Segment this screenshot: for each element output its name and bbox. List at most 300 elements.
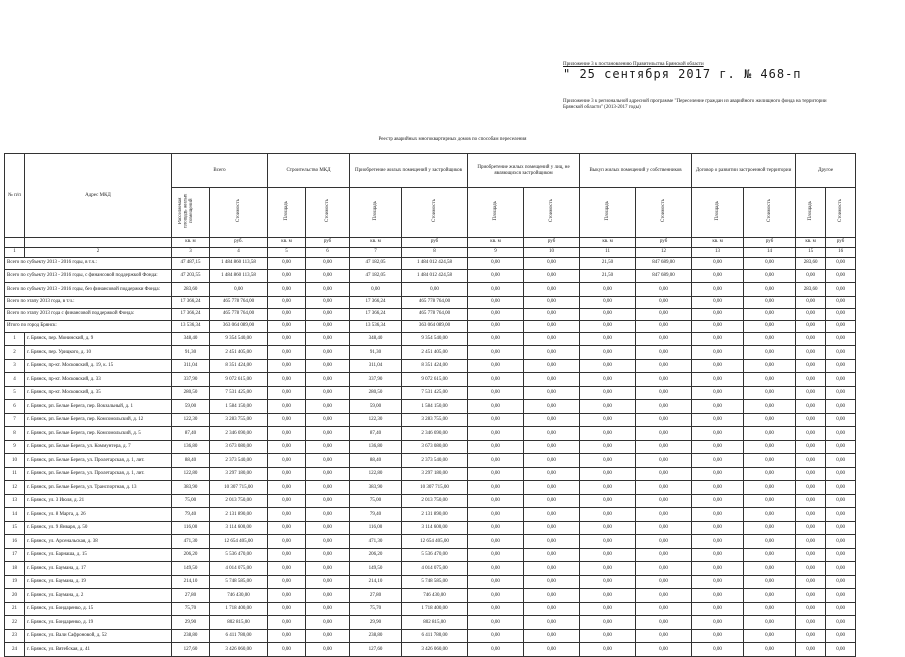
row-zero-cell: 0,00 bbox=[826, 332, 856, 346]
row-address: г. Брянск, пр-кт. Московский, д. 35 bbox=[25, 386, 172, 400]
summary-row bbox=[5, 308, 856, 320]
row-address: г. Брянск, ул. Бауманa, д. 19 bbox=[25, 575, 172, 589]
summary-value-cell: 0,00 bbox=[692, 308, 744, 320]
registry-table bbox=[4, 153, 856, 657]
row-zero-cell: 0,00 bbox=[524, 332, 580, 346]
summary-row bbox=[5, 283, 856, 297]
row-area-total: 87,40 bbox=[172, 427, 210, 441]
row-zero-cell: 0,00 bbox=[636, 508, 692, 522]
summary-value-cell: 0,00 bbox=[524, 320, 580, 332]
row-construction-cost: 0,00 bbox=[306, 467, 350, 481]
row-zero-cell: 0,00 bbox=[744, 332, 796, 346]
summary-value-cell: 0,00 bbox=[268, 320, 306, 332]
units-row bbox=[5, 237, 856, 247]
summary-value-cell: 847 689,00 bbox=[636, 269, 692, 283]
row-zero-cell: 0,00 bbox=[636, 562, 692, 576]
row-area-total: 79,40 bbox=[172, 508, 210, 522]
row-zero-cell: 0,00 bbox=[468, 521, 524, 535]
row-construction-cost: 0,00 bbox=[306, 521, 350, 535]
row-construction-cost: 0,00 bbox=[306, 454, 350, 468]
row-zero-cell: 0,00 bbox=[636, 616, 692, 630]
row-number: 6 bbox=[5, 400, 25, 414]
row-zero-cell: 0,00 bbox=[468, 400, 524, 414]
row-zero-cell: 0,00 bbox=[580, 494, 636, 508]
summary-value-cell: 0,00 bbox=[468, 308, 524, 320]
row-zero-cell: 0,00 bbox=[826, 562, 856, 576]
program-appendix-line-2: Брянской области" (2013-2017 годы) bbox=[563, 105, 641, 110]
row-zero-cell: 0,00 bbox=[524, 440, 580, 454]
row-zero-cell: 0,00 bbox=[524, 400, 580, 414]
row-zero-cell: 0,00 bbox=[826, 359, 856, 373]
row-construction-cost: 0,00 bbox=[306, 508, 350, 522]
summary-label: Всего по этапу 2013 года, в т.ч.: bbox=[5, 296, 172, 308]
column-number-cell: 9 bbox=[468, 247, 524, 257]
row-zero-cell: 0,00 bbox=[744, 548, 796, 562]
row-developer-area: 136,80 bbox=[350, 440, 402, 454]
row-developer-area: 87,40 bbox=[350, 427, 402, 441]
row-address: г. Брянск, ул. Бондаренко, д. 19 bbox=[25, 616, 172, 630]
row-construction-area: 0,00 bbox=[268, 400, 306, 414]
row-zero-cell: 0,00 bbox=[524, 535, 580, 549]
row-area-total: 206,20 bbox=[172, 548, 210, 562]
row-developer-area: 79,40 bbox=[350, 508, 402, 522]
row-zero-cell: 0,00 bbox=[524, 413, 580, 427]
row-developer-area: 348,40 bbox=[350, 332, 402, 346]
summary-value-cell: 847 689,00 bbox=[636, 257, 692, 269]
summary-value-cell: 0,00 bbox=[350, 283, 402, 297]
row-construction-cost: 0,00 bbox=[306, 535, 350, 549]
row-zero-cell: 0,00 bbox=[744, 494, 796, 508]
row-zero-cell: 0,00 bbox=[744, 346, 796, 360]
row-zero-cell: 0,00 bbox=[826, 413, 856, 427]
row-zero-cell: 0,00 bbox=[636, 643, 692, 657]
row-zero-cell: 0,00 bbox=[468, 359, 524, 373]
row-cost-total: 9 354 540,00 bbox=[210, 332, 268, 346]
row-zero-cell: 0,00 bbox=[524, 359, 580, 373]
summary-value-cell: 0,00 bbox=[306, 257, 350, 269]
row-developer-area: 337,90 bbox=[350, 373, 402, 387]
row-construction-area: 0,00 bbox=[268, 589, 306, 603]
col-address-header: Адрес МКД bbox=[25, 154, 172, 238]
table-row bbox=[5, 562, 856, 576]
row-zero-cell: 0,00 bbox=[796, 494, 826, 508]
row-zero-cell: 0,00 bbox=[826, 373, 856, 387]
row-address: г. Брянск, ул. Вали Сафроновой, д. 52 bbox=[25, 629, 172, 643]
row-developer-cost: 746 430,00 bbox=[402, 589, 468, 603]
summary-value-cell: 0,00 bbox=[636, 283, 692, 297]
row-zero-cell: 0,00 bbox=[636, 427, 692, 441]
row-area-total: 127,60 bbox=[172, 643, 210, 657]
summary-value-cell: 363 064 089,00 bbox=[402, 320, 468, 332]
row-zero-cell: 0,00 bbox=[692, 616, 744, 630]
row-area-total: 311,04 bbox=[172, 359, 210, 373]
row-construction-cost: 0,00 bbox=[306, 400, 350, 414]
summary-value-cell: 0,00 bbox=[692, 320, 744, 332]
summary-value-cell: 0,00 bbox=[796, 269, 826, 283]
row-zero-cell: 0,00 bbox=[744, 386, 796, 400]
row-zero-cell: 0,00 bbox=[580, 359, 636, 373]
row-zero-cell: 0,00 bbox=[524, 454, 580, 468]
row-zero-cell: 0,00 bbox=[580, 548, 636, 562]
row-address: г. Брянск, пер. Монинский, д. 9 bbox=[25, 332, 172, 346]
row-zero-cell: 0,00 bbox=[796, 548, 826, 562]
summary-value-cell: 17 366,24 bbox=[350, 308, 402, 320]
row-number: 21 bbox=[5, 602, 25, 616]
summary-value-cell: 0,00 bbox=[744, 283, 796, 297]
row-zero-cell: 0,00 bbox=[826, 575, 856, 589]
summary-value-cell: 0,00 bbox=[796, 296, 826, 308]
column-number-cell: 13 bbox=[692, 247, 744, 257]
row-zero-cell: 0,00 bbox=[692, 440, 744, 454]
column-number-cell: 15 bbox=[796, 247, 826, 257]
table-row bbox=[5, 400, 856, 414]
summary-value-cell: 0,00 bbox=[306, 308, 350, 320]
row-area-total: 471,30 bbox=[172, 535, 210, 549]
unit-cell: кв. м bbox=[796, 237, 826, 247]
table-row bbox=[5, 535, 856, 549]
row-cost-total: 3 283 755,00 bbox=[210, 413, 268, 427]
row-zero-cell: 0,00 bbox=[796, 629, 826, 643]
summary-value-cell: 0,00 bbox=[744, 308, 796, 320]
row-zero-cell: 0,00 bbox=[744, 427, 796, 441]
row-zero-cell: 0,00 bbox=[744, 413, 796, 427]
row-zero-cell: 0,00 bbox=[468, 548, 524, 562]
table-row bbox=[5, 427, 856, 441]
row-zero-cell: 0,00 bbox=[580, 346, 636, 360]
row-zero-cell: 0,00 bbox=[796, 575, 826, 589]
row-zero-cell: 0,00 bbox=[636, 467, 692, 481]
row-zero-cell: 0,00 bbox=[468, 332, 524, 346]
table-row bbox=[5, 332, 856, 346]
row-zero-cell: 0,00 bbox=[744, 508, 796, 522]
sub-header-area: Площадь bbox=[580, 188, 636, 238]
row-construction-cost: 0,00 bbox=[306, 602, 350, 616]
summary-label: Всего по этапу 2013 года с финансовой поддержкой Фонда: bbox=[5, 308, 172, 320]
row-number: 7 bbox=[5, 413, 25, 427]
row-developer-cost: 9 072 615,00 bbox=[402, 373, 468, 387]
summary-value-cell: 0,00 bbox=[636, 320, 692, 332]
row-zero-cell: 0,00 bbox=[692, 602, 744, 616]
row-number: 23 bbox=[5, 629, 25, 643]
row-area-total: 337,90 bbox=[172, 373, 210, 387]
summary-value-cell: 0,00 bbox=[796, 308, 826, 320]
row-cost-total: 5 748 585,00 bbox=[210, 575, 268, 589]
row-zero-cell: 0,00 bbox=[796, 467, 826, 481]
row-address: г. Брянск, пр-кт. Московский, д. 33 bbox=[25, 373, 172, 387]
row-cost-total: 3 673 080,00 bbox=[210, 440, 268, 454]
row-zero-cell: 0,00 bbox=[468, 602, 524, 616]
row-address: г. Брянск, рп. Белые Берега, пер. Комсомольский, д. 5 bbox=[25, 427, 172, 441]
summary-row bbox=[5, 257, 856, 269]
unit-cell: кв. м bbox=[350, 237, 402, 247]
row-cost-total: 9 072 615,00 bbox=[210, 373, 268, 387]
row-zero-cell: 0,00 bbox=[636, 602, 692, 616]
summary-value-cell: 0,00 bbox=[268, 296, 306, 308]
row-zero-cell: 0,00 bbox=[692, 548, 744, 562]
row-number: 11 bbox=[5, 467, 25, 481]
row-zero-cell: 0,00 bbox=[692, 494, 744, 508]
sub-header-cost-total: Стоимость bbox=[210, 188, 268, 238]
row-zero-cell: 0,00 bbox=[636, 629, 692, 643]
row-number: 12 bbox=[5, 481, 25, 495]
summary-value-cell: 465 778 764,00 bbox=[402, 308, 468, 320]
row-zero-cell: 0,00 bbox=[468, 346, 524, 360]
row-address: г. Брянск, ул. Бауманa, д. 17 bbox=[25, 562, 172, 576]
row-developer-area: 75,00 bbox=[350, 494, 402, 508]
row-cost-total: 3 426 060,00 bbox=[210, 643, 268, 657]
row-cost-total: 3 114 600,00 bbox=[210, 521, 268, 535]
row-zero-cell: 0,00 bbox=[580, 562, 636, 576]
column-number-cell: 6 bbox=[306, 247, 350, 257]
row-developer-cost: 1 718 400,00 bbox=[402, 602, 468, 616]
row-area-total: 91,30 bbox=[172, 346, 210, 360]
summary-value-cell: 0,00 bbox=[524, 308, 580, 320]
row-zero-cell: 0,00 bbox=[636, 413, 692, 427]
row-number: 22 bbox=[5, 616, 25, 630]
row-zero-cell: 0,00 bbox=[468, 454, 524, 468]
row-construction-area: 0,00 bbox=[268, 332, 306, 346]
row-zero-cell: 0,00 bbox=[744, 616, 796, 630]
row-zero-cell: 0,00 bbox=[796, 440, 826, 454]
row-developer-area: 471,30 bbox=[350, 535, 402, 549]
column-number-cell: 11 bbox=[580, 247, 636, 257]
row-zero-cell: 0,00 bbox=[826, 548, 856, 562]
unit-cell: руб bbox=[524, 237, 580, 247]
row-construction-area: 0,00 bbox=[268, 602, 306, 616]
row-construction-area: 0,00 bbox=[268, 386, 306, 400]
row-construction-area: 0,00 bbox=[268, 494, 306, 508]
summary-value-cell: 0,00 bbox=[826, 296, 856, 308]
summary-label: Всего по субъекту 2013 - 2016 годы, в т.ч.: bbox=[5, 257, 172, 269]
row-construction-cost: 0,00 bbox=[306, 440, 350, 454]
row-address: г. Брянск, ул. 8 Марта, д. 26 bbox=[25, 508, 172, 522]
appendix-heading: Приложение 3 к постановлению Правительства Брянской области bbox=[563, 62, 704, 67]
row-zero-cell: 0,00 bbox=[524, 481, 580, 495]
summary-value-cell: 0,00 bbox=[580, 296, 636, 308]
table-row bbox=[5, 548, 856, 562]
row-developer-cost: 3 426 060,00 bbox=[402, 643, 468, 657]
row-construction-cost: 0,00 bbox=[306, 413, 350, 427]
summary-value-cell: 283,60 bbox=[796, 257, 826, 269]
unit-cell: кв. м bbox=[172, 237, 210, 247]
row-zero-cell: 0,00 bbox=[636, 359, 692, 373]
summary-value-cell: 0,00 bbox=[826, 283, 856, 297]
row-address: г. Брянск, рп. Белые Берега, ул. Транспортная, д. 13 bbox=[25, 481, 172, 495]
column-number-cell: 12 bbox=[636, 247, 692, 257]
table-row bbox=[5, 589, 856, 603]
summary-value-cell: 0,00 bbox=[826, 257, 856, 269]
summary-value-cell: 0,00 bbox=[268, 269, 306, 283]
row-zero-cell: 0,00 bbox=[744, 602, 796, 616]
row-zero-cell: 0,00 bbox=[826, 440, 856, 454]
row-developer-cost: 2 013 750,00 bbox=[402, 494, 468, 508]
row-zero-cell: 0,00 bbox=[744, 373, 796, 387]
summary-value-cell: 0,00 bbox=[268, 283, 306, 297]
group-construction-header: Строительство МКД bbox=[268, 154, 350, 188]
row-zero-cell: 0,00 bbox=[796, 346, 826, 360]
row-zero-cell: 0,00 bbox=[524, 575, 580, 589]
row-address: г. Брянск, ул. Вятебская, д. 41 bbox=[25, 643, 172, 657]
row-cost-total: 2 346 690,00 bbox=[210, 427, 268, 441]
row-number: 8 bbox=[5, 427, 25, 441]
column-number-cell: 1 bbox=[5, 247, 25, 257]
table-row bbox=[5, 494, 856, 508]
row-zero-cell: 0,00 bbox=[744, 440, 796, 454]
row-zero-cell: 0,00 bbox=[468, 643, 524, 657]
row-construction-cost: 0,00 bbox=[306, 562, 350, 576]
row-zero-cell: 0,00 bbox=[692, 521, 744, 535]
summary-value-cell: 465 778 764,00 bbox=[402, 296, 468, 308]
row-zero-cell: 0,00 bbox=[796, 427, 826, 441]
summary-value-cell: 0,00 bbox=[826, 308, 856, 320]
row-address: г. Брянск, ул. 3 Июля, д. 21 bbox=[25, 494, 172, 508]
row-zero-cell: 0,00 bbox=[524, 629, 580, 643]
row-cost-total: 4 014 075,00 bbox=[210, 562, 268, 576]
row-zero-cell: 0,00 bbox=[468, 535, 524, 549]
row-construction-area: 0,00 bbox=[268, 643, 306, 657]
row-zero-cell: 0,00 bbox=[744, 481, 796, 495]
summary-value-cell: 21,50 bbox=[580, 269, 636, 283]
row-developer-cost: 2 131 890,00 bbox=[402, 508, 468, 522]
row-developer-area: 238,80 bbox=[350, 629, 402, 643]
row-zero-cell: 0,00 bbox=[636, 481, 692, 495]
table-row bbox=[5, 386, 856, 400]
row-developer-cost: 1 584 150,00 bbox=[402, 400, 468, 414]
summary-label: Всего по субъекту 2013 - 2016 годы, без финансовой поддержки Фонда: bbox=[5, 283, 172, 297]
row-zero-cell: 0,00 bbox=[636, 400, 692, 414]
row-number: 13 bbox=[5, 494, 25, 508]
row-zero-cell: 0,00 bbox=[524, 494, 580, 508]
row-construction-area: 0,00 bbox=[268, 548, 306, 562]
registry-body bbox=[5, 257, 856, 656]
sub-header-area: Площадь bbox=[350, 188, 402, 238]
row-address: г. Брянск, пер. Урицкого, д. 10 bbox=[25, 346, 172, 360]
row-developer-area: 91,30 bbox=[350, 346, 402, 360]
summary-value-cell: 0,00 bbox=[692, 296, 744, 308]
row-zero-cell: 0,00 bbox=[524, 346, 580, 360]
summary-value-cell: 0,00 bbox=[692, 283, 744, 297]
row-construction-cost: 0,00 bbox=[306, 616, 350, 630]
row-zero-cell: 0,00 bbox=[636, 454, 692, 468]
row-zero-cell: 0,00 bbox=[796, 508, 826, 522]
row-area-total: 75,70 bbox=[172, 602, 210, 616]
row-zero-cell: 0,00 bbox=[692, 386, 744, 400]
row-address: г. Брянск, ул. Барнаша, д. 15 bbox=[25, 548, 172, 562]
column-number-cell: 7 bbox=[350, 247, 402, 257]
row-zero-cell: 0,00 bbox=[468, 413, 524, 427]
row-number: 20 bbox=[5, 589, 25, 603]
row-construction-cost: 0,00 bbox=[306, 359, 350, 373]
row-developer-area: 75,70 bbox=[350, 602, 402, 616]
row-number: 15 bbox=[5, 521, 25, 535]
sub-header-cost: Стоимость bbox=[524, 188, 580, 238]
summary-value-cell: 0,00 bbox=[692, 269, 744, 283]
row-area-total: 116,00 bbox=[172, 521, 210, 535]
summary-value-cell: 0,00 bbox=[268, 308, 306, 320]
row-address: г. Брянск, рп. Белые Берега, пер. Комсомольский, д. 12 bbox=[25, 413, 172, 427]
row-developer-area: 206,20 bbox=[350, 548, 402, 562]
row-zero-cell: 0,00 bbox=[692, 629, 744, 643]
row-zero-cell: 0,00 bbox=[524, 562, 580, 576]
row-zero-cell: 0,00 bbox=[796, 373, 826, 387]
row-zero-cell: 0,00 bbox=[580, 602, 636, 616]
row-zero-cell: 0,00 bbox=[636, 386, 692, 400]
row-construction-area: 0,00 bbox=[268, 521, 306, 535]
group-other-header: Другое bbox=[796, 154, 856, 188]
row-developer-cost: 3 673 080,00 bbox=[402, 440, 468, 454]
row-zero-cell: 0,00 bbox=[636, 332, 692, 346]
row-address: г. Брянск, пр-кт. Московский, д. 19, к. 15 bbox=[25, 359, 172, 373]
table-row bbox=[5, 575, 856, 589]
header-group-row bbox=[5, 154, 856, 188]
row-zero-cell: 0,00 bbox=[468, 494, 524, 508]
row-zero-cell: 0,00 bbox=[796, 454, 826, 468]
row-zero-cell: 0,00 bbox=[524, 521, 580, 535]
row-cost-total: 2 013 750,00 bbox=[210, 494, 268, 508]
row-zero-cell: 0,00 bbox=[580, 332, 636, 346]
summary-value-cell: 0,00 bbox=[524, 257, 580, 269]
row-zero-cell: 0,00 bbox=[796, 332, 826, 346]
row-zero-cell: 0,00 bbox=[468, 427, 524, 441]
row-zero-cell: 0,00 bbox=[468, 373, 524, 387]
column-number-cell: 10 bbox=[524, 247, 580, 257]
row-developer-area: 122,80 bbox=[350, 467, 402, 481]
row-number: 5 bbox=[5, 386, 25, 400]
summary-value-cell: 0,00 bbox=[744, 257, 796, 269]
table-row bbox=[5, 413, 856, 427]
sub-header-cost: Стоимость bbox=[744, 188, 796, 238]
row-zero-cell: 0,00 bbox=[580, 616, 636, 630]
group-total-header: Всего bbox=[172, 154, 268, 188]
table-row bbox=[5, 346, 856, 360]
table-row bbox=[5, 467, 856, 481]
row-zero-cell: 0,00 bbox=[692, 467, 744, 481]
row-cost-total: 2 131 890,00 bbox=[210, 508, 268, 522]
row-zero-cell: 0,00 bbox=[580, 589, 636, 603]
summary-value-cell: 0,00 bbox=[826, 269, 856, 283]
table-row bbox=[5, 616, 856, 630]
summary-value-cell: 465 778 764,00 bbox=[210, 296, 268, 308]
row-developer-area: 29,90 bbox=[350, 616, 402, 630]
row-cost-total: 7 531 425,00 bbox=[210, 386, 268, 400]
row-construction-area: 0,00 bbox=[268, 535, 306, 549]
summary-value-cell: 0,00 bbox=[580, 283, 636, 297]
row-zero-cell: 0,00 bbox=[468, 508, 524, 522]
row-area-total: 29,90 bbox=[172, 616, 210, 630]
row-construction-area: 0,00 bbox=[268, 440, 306, 454]
sub-header-area: Площадь bbox=[268, 188, 306, 238]
sub-header-area: Площадь bbox=[692, 188, 744, 238]
row-zero-cell: 0,00 bbox=[744, 535, 796, 549]
row-zero-cell: 0,00 bbox=[744, 562, 796, 576]
summary-value-cell: 0,00 bbox=[744, 269, 796, 283]
row-zero-cell: 0,00 bbox=[524, 616, 580, 630]
table-row bbox=[5, 454, 856, 468]
sub-header-cost: Стоимость bbox=[636, 188, 692, 238]
row-zero-cell: 0,00 bbox=[580, 467, 636, 481]
column-number-cell: 14 bbox=[744, 247, 796, 257]
row-cost-total: 10 307 715,00 bbox=[210, 481, 268, 495]
unit-cell: руб. bbox=[210, 237, 268, 247]
row-developer-cost: 10 307 715,00 bbox=[402, 481, 468, 495]
row-number: 1 bbox=[5, 332, 25, 346]
row-area-total: 122,30 bbox=[172, 413, 210, 427]
row-address: г. Брянск, ул. Бауманa, д. 2 bbox=[25, 589, 172, 603]
summary-value-cell: 0,00 bbox=[268, 257, 306, 269]
row-construction-area: 0,00 bbox=[268, 427, 306, 441]
column-number-cell: 4 bbox=[210, 247, 268, 257]
row-zero-cell: 0,00 bbox=[580, 454, 636, 468]
